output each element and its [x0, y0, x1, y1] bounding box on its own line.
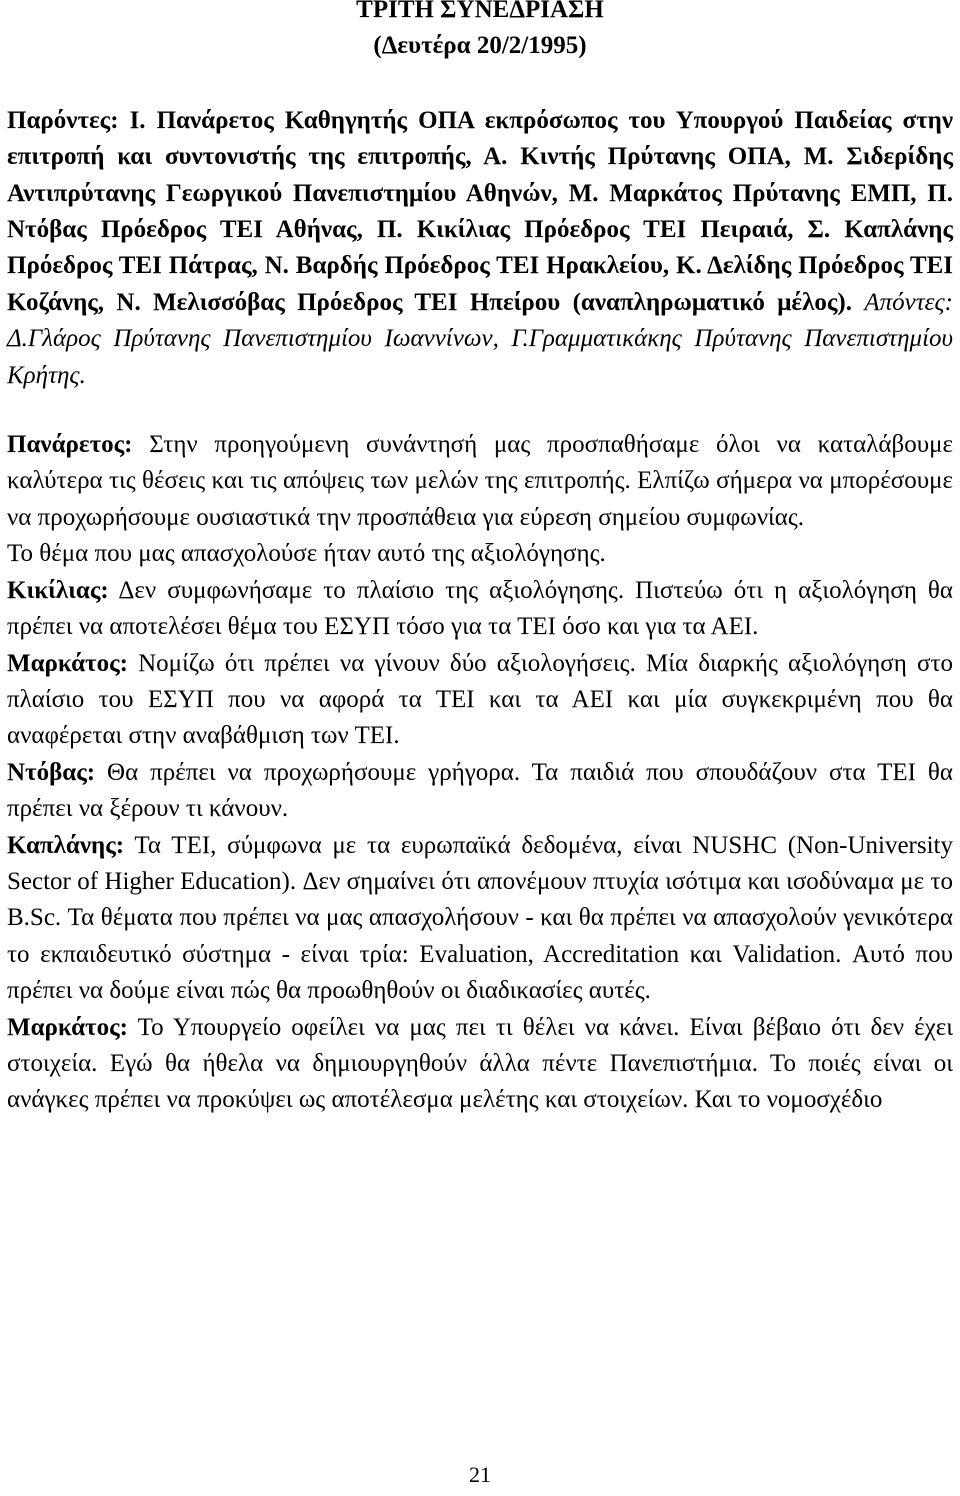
speech-text: Στην προηγούμενη συνάντησή μας προσπαθήσαμε όλοι να καταλάβουμε καλύτερα τις θέσεις και τις απόψεις των μελών της επιτροπής. Ελπίζω σήμερα να μπορέσουμε να προχωρήσουμε ουσιαστικά την προσπάθεια για εύρεση σημείου συμφωνίας.: [7, 431, 953, 531]
absent-label: Απόντες:: [864, 288, 954, 316]
speech-text: Νομίζω ότι πρέπει να γίνουν δύο αξιολογήσεις. Μία διαρκής αξιολόγηση στο πλαίσιο του ΕΣΥΠ που να αφορά τα ΤΕΙ και τα ΑΕΙ και μία συγκεκριμένη που θα αναφέρεται στην αναβάθμιση των ΤΕΙ.: [7, 649, 953, 750]
speech-paragraph: [7, 828, 953, 1010]
present-list: Ι. Πανάρετος Καθηγητής ΟΠΑ εκπρόσωπος του Υπουργού Παιδείας στην επιτροπή και συντονιστής της επιτροπής, Α. Κιντής Πρύτανης ΟΠΑ, Μ. Σιδερίδης Αντιπρύτανης Γεωργικού Πανεπιστημίου Αθηνών, Μ. Μαρκάτος Πρύτανης ΕΜΠ, Π. Ντόβας Πρόεδρος ΤΕΙ Αθήνας, Π. Κικίλιας Πρόεδρος ΤΕΙ Πειραιά, Σ. Καπλάνης Πρόεδρος ΤΕΙ Πάτρας, Ν. Βαρδής Πρόεδρος ΤΕΙ Ηρακλείου, Κ. Δελίδης Πρόεδρος ΤΕΙ Κοζάνης, Ν. Μελισσόβας Πρόεδρος ΤΕΙ Ηπείρου (αναπληρωματικό μέλος).: [7, 106, 954, 316]
speaker-name: Κικίλιας:: [7, 576, 109, 604]
speech-text: Δεν συμφωνήσαμε το πλαίσιο της αξιολόγησης. Πιστεύω ότι η αξιολόγηση θα πρέπει να αποτελέσει θέμα του ΕΣΥΠ τόσο για τα ΤΕΙ όσο και για τα ΑΕΙ.: [7, 576, 953, 641]
speech-paragraph: [7, 427, 953, 536]
attendees-paragraph: [7, 103, 953, 394]
speech-paragraph: [7, 755, 953, 828]
session-title: ΤΡΙΤΗ ΣΥΝΕΔΡΙΑΣΗ: [356, 0, 604, 23]
speech-text: Τα ΤΕΙ, σύμφωνα με τα ευρωπαϊκά δεδομένα, είναι NUSHC (Non-University Sector of Higher Education). Δεν σημαίνει ότι απονέμουν πτυχία ισότιμα και ισοδύναμα με το B.Sc. Τα θέματα που πρέπει να μας απασχολήσουν - και θα πρέπει να απασχολούν γενικότερα το εκπαιδευτικό σύστημα - είναι τρία: Evaluation, Accreditation και Validation. Αυτό που πρέπει να δούμε είναι πώς θα προωθηθούν οι διαδικασίες αυτές.: [7, 831, 953, 1005]
speech-text: Το θέμα που μας απασχολούσε ήταν αυτό της αξιολόγησης.: [7, 540, 606, 568]
page-number: 21: [469, 1462, 491, 1487]
absent-list: Δ.Γλάρος Πρύτανης Πανεπιστημίου Ιωαννίνων, Γ.Γραμματικάκης Πρύτανης Πανεπιστημίου Κρήτης.: [7, 325, 953, 389]
present-label: Παρόντες:: [7, 106, 119, 134]
speech-paragraph: [7, 1010, 953, 1119]
speaker-name: Καπλάνης:: [7, 831, 125, 859]
speaker-name: Πανάρετος:: [7, 431, 133, 459]
speech-paragraph: [7, 573, 953, 646]
session-date: (Δευτέρα 20/2/1995): [373, 32, 587, 60]
speech-text: Το Υπουργείο οφείλει να μας πει τι θέλει να κάνει. Είναι βέβαιο ότι δεν έχει στοιχεία. Εγώ θα ήθελα να δημιουργηθούν άλλα πέντε Πανεπιστήμια. Το ποιές είναι οι ανάγκες πρέπει να προκύψει ως αποτέλεσμα μελέτης και στοιχείων. Και το νομοσχέδιο: [7, 1013, 953, 1114]
speech-text: Θα πρέπει να προχωρήσουμε γρήγορα. Τα παιδιά που σπουδάζουν στα ΤΕΙ θα πρέπει να ξέρουν τι κάνουν.: [7, 758, 953, 823]
speech-paragraph: [7, 646, 953, 755]
speaker-name: Ντόβας:: [7, 758, 96, 786]
speaker-name: Μαρκάτος:: [7, 649, 128, 677]
speaker-name: Μαρκάτος:: [7, 1013, 128, 1041]
minutes-dialogue: [7, 427, 953, 1119]
speech-paragraph: [7, 536, 953, 572]
